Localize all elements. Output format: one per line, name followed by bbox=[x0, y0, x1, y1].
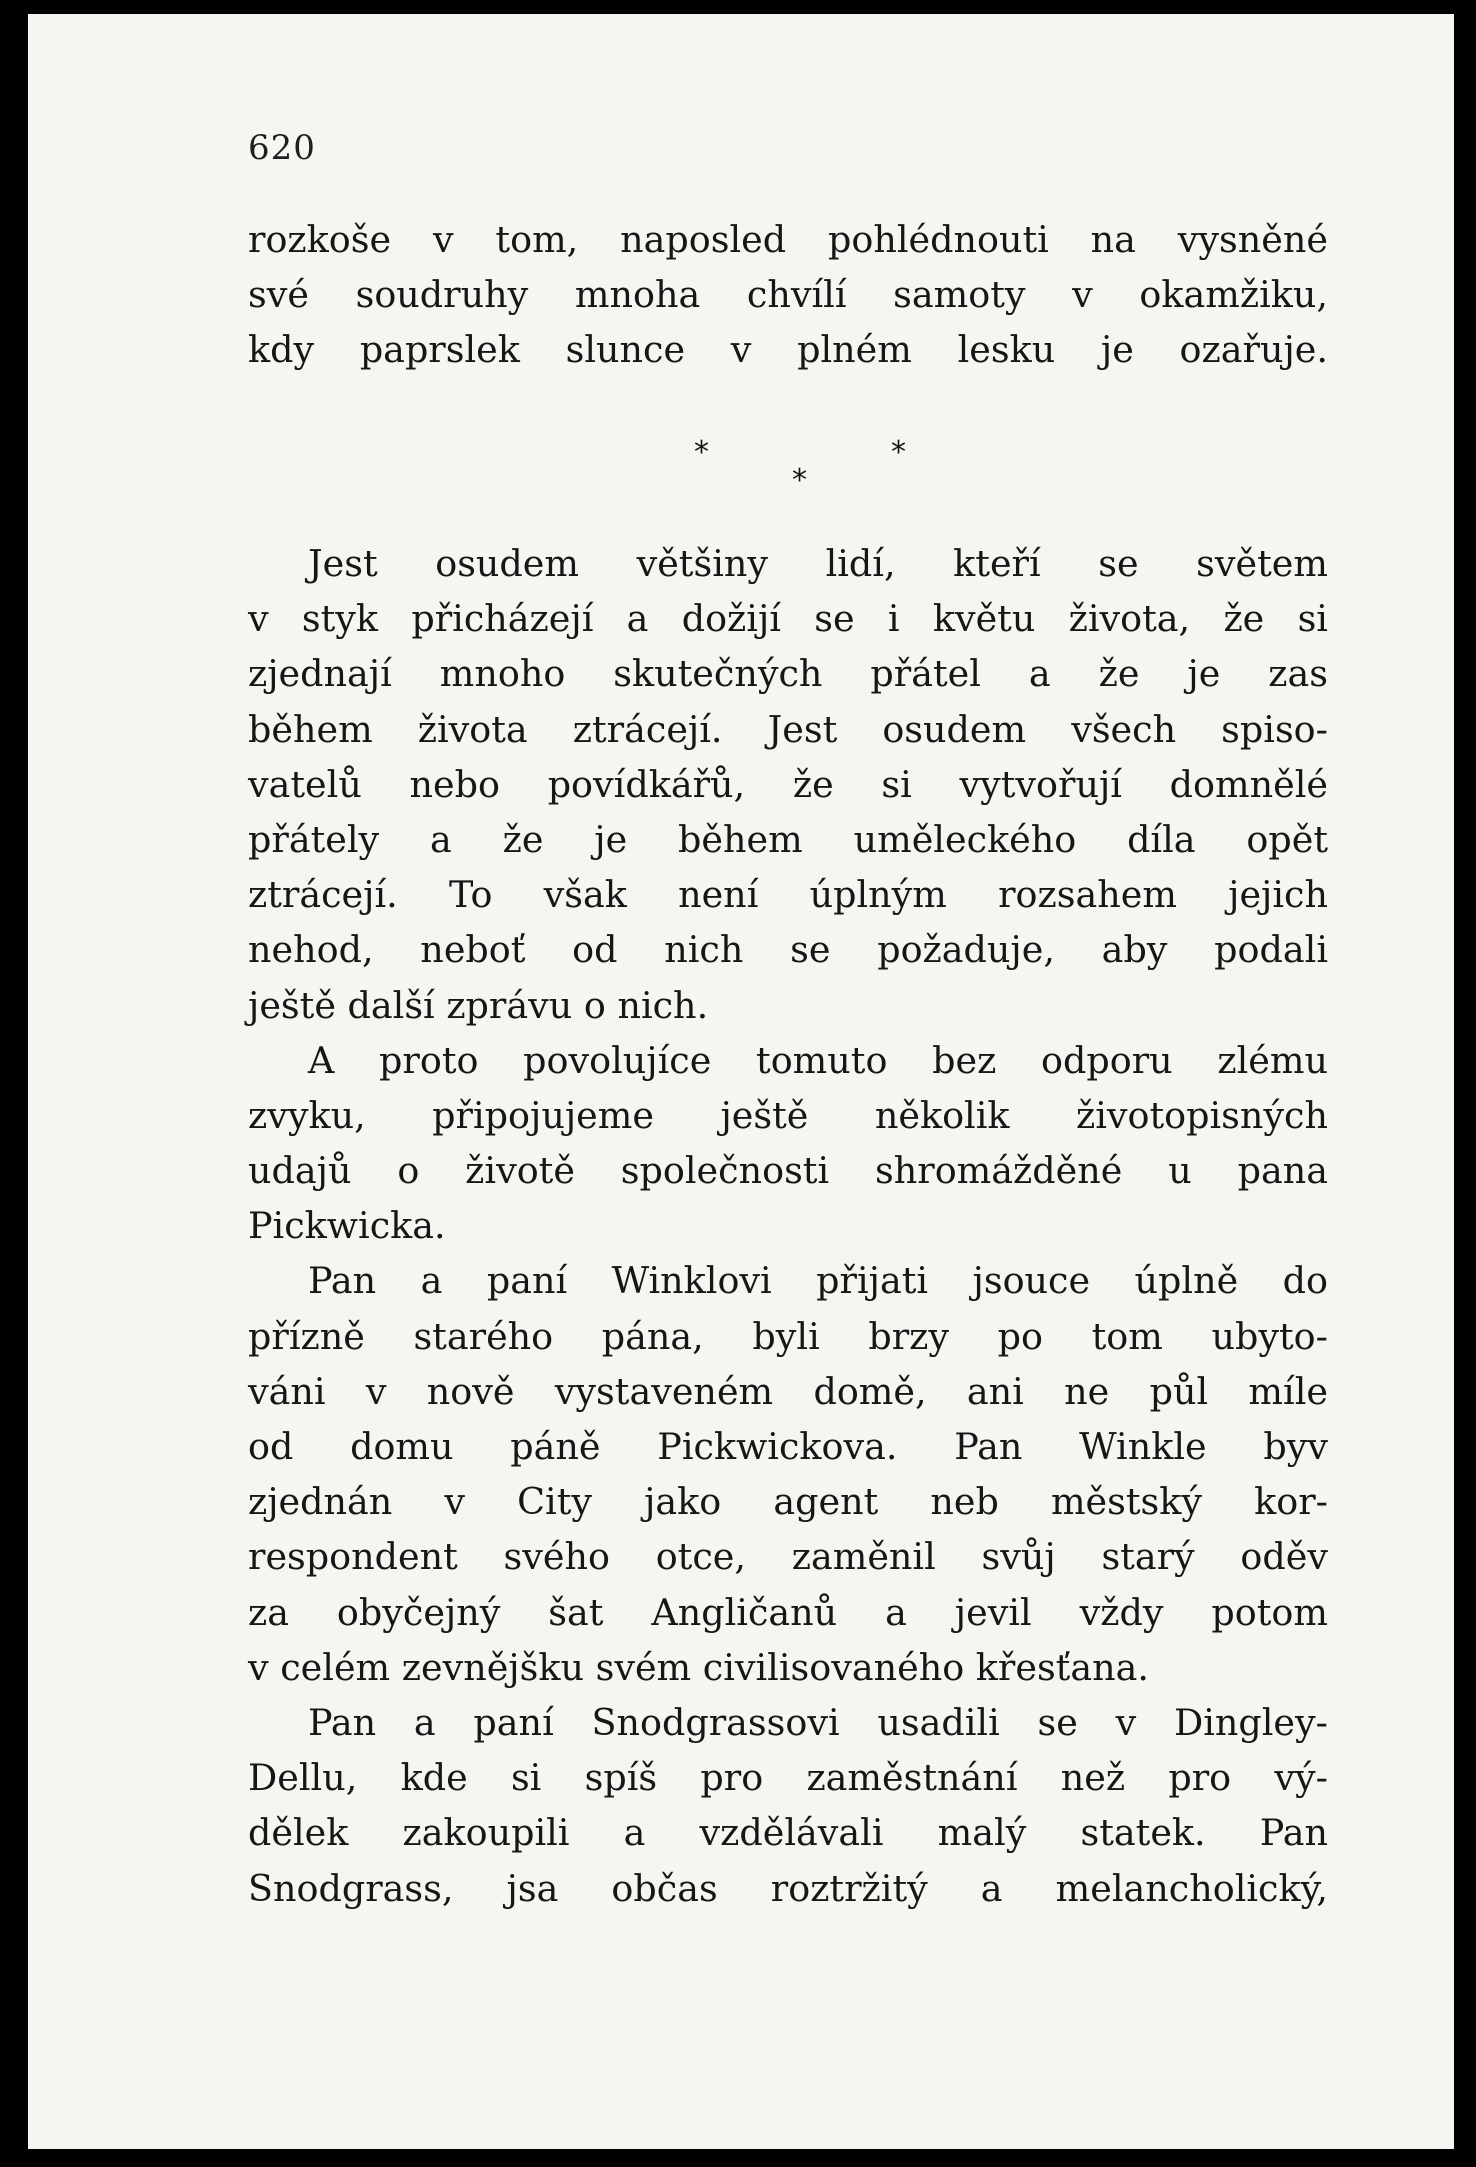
text-line: v styk přicházejí a dožijí se i květu života, že si bbox=[248, 597, 1328, 641]
text-line: v celém zevnějšku svém civilisovaného křesťana. bbox=[248, 1645, 1149, 1689]
page-number: 620 bbox=[248, 128, 316, 168]
text-line: Jest osudem většiny lidí, kteří se světem bbox=[308, 542, 1328, 585]
text-line: od domu páně Pickwickova. Pan Winkle byv bbox=[248, 1425, 1328, 1468]
text-line: zvyku, připojujeme ještě několik životopisných bbox=[248, 1093, 1328, 1137]
text-line: udajů o životě společnosti shromážděné u pana bbox=[248, 1149, 1328, 1193]
opening-paragraph bbox=[248, 212, 1328, 378]
text-line: váni v nově vystaveném domě, ani ne půl míle bbox=[248, 1369, 1328, 1413]
text-line: vatelů nebo povídkářů, že si vytvořují domnělé bbox=[248, 762, 1328, 806]
text-line: Snodgrass, jsa občas roztržitý a melancholický, bbox=[248, 1866, 1328, 1910]
text-line: respondent svého otce, zaměnil svůj starý oděv bbox=[248, 1535, 1328, 1579]
text-line: Dellu, kde si spíš pro zaměstnání než pro vý- bbox=[248, 1756, 1328, 1800]
asterisk: * bbox=[694, 435, 709, 470]
text-line: přátely a že je během uměleckého díla opět bbox=[248, 817, 1328, 861]
text-line: přízně starého pána, byli brzy po tom ubyto- bbox=[248, 1314, 1328, 1358]
text-line: dělek zakoupili a vzdělávali malý statek. Pan bbox=[248, 1811, 1328, 1855]
asterisk: * bbox=[792, 463, 807, 498]
body-text bbox=[248, 536, 1328, 1916]
text-line: ještě další zprávu o nich. bbox=[248, 983, 709, 1027]
text-line: kdy paprslek slunce v plném lesku je ozařuje. bbox=[248, 328, 1328, 372]
text-line: své soudruhy mnoha chvílí samoty v okamžiku, bbox=[248, 273, 1328, 317]
text-line: Pan a paní Winklovi přijati jsouce úplně do bbox=[308, 1259, 1328, 1303]
text-line: Pan a paní Snodgrassovi usadili se v Dingley- bbox=[308, 1700, 1328, 1744]
text-line: Pickwicka. bbox=[248, 1204, 446, 1248]
text-line: ztrácejí. To však není úplným rozsahem jejich bbox=[248, 873, 1328, 917]
text-line: za obyčejný šat Angličanů a jevil vždy potom bbox=[248, 1590, 1328, 1634]
asterisk: * bbox=[891, 435, 906, 470]
text-line: A proto povolujíce tomuto bez odporu zlému bbox=[308, 1038, 1328, 1082]
text-line: rozkoše v tom, naposled pohlédnouti na vysněné bbox=[248, 218, 1328, 261]
text-line: během života ztrácejí. Jest osudem všech spiso- bbox=[248, 707, 1328, 751]
text-line: zjednán v City jako agent neb městský kor- bbox=[248, 1480, 1328, 1524]
text-line: nehod, neboť od nich se požaduje, aby podali bbox=[248, 928, 1328, 972]
text-line: zjednají mnoho skutečných přátel a že je zas bbox=[248, 652, 1328, 696]
